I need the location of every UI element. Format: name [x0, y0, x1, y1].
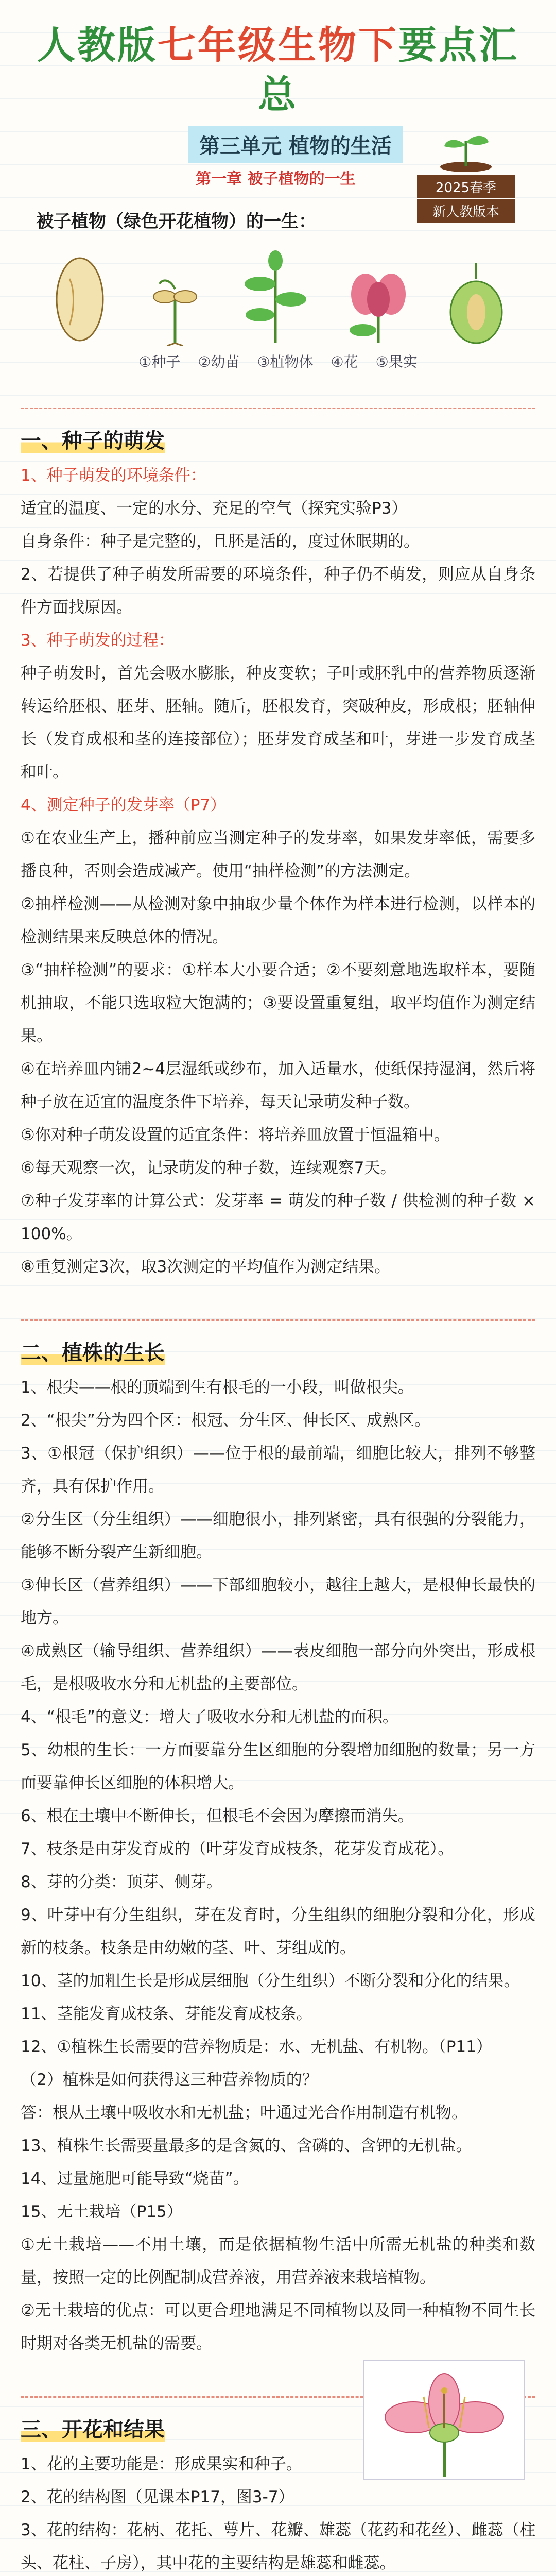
note-paragraph: ④成熟区（输导组织、营养组织）——表皮细胞一部分向外突出，形成根毛，是根吸收水分和无机盐的主要部位。 [21, 1642, 535, 1693]
note-paragraph: 1、根尖——根的顶端到生有根毛的一小段，叫做根尖。 [21, 1378, 414, 1397]
note-paragraph: 4、“根毛”的意义：增大了吸收水分和无机盐的面积。 [21, 1708, 398, 1726]
note-paragraph: 答：根从土壤中吸收水和无机盐；叶通过光合作用制造有机物。 [21, 2104, 467, 2122]
unit-row [21, 126, 535, 220]
page-title: 人教版七年级生物下要点汇总 [37, 23, 519, 117]
note-paragraph: 4、测定种子的发芽率（P7） [21, 796, 227, 815]
seed-icon [49, 248, 111, 346]
note-paragraph: 种子萌发时，首先会吸水膨胀，种皮变软；子叶或胚乳中的营养物质逐渐转运给胚根、胚芽、胚轴。随后，胚根发育，突破种皮，形成根；胚轴伸长（发育成根和茎的连接部位）；胚芽发育成茎和叶，芽进一步发育成茎和叶。 [21, 664, 535, 782]
note-paragraph: 5、幼根的生长：一方面要靠分生区细胞的分裂增加细胞的数量；另一方面要靠伸长区细胞的体积增大。 [21, 1741, 535, 1792]
section-heading: 二、植株的生长 [21, 1319, 535, 1366]
note-paragraph: 11、茎能发育成枝条、芽能发育成枝条。 [21, 2005, 312, 2023]
fruit-icon [445, 258, 507, 346]
note-paragraph: ⑦种子发芽率的计算公式：发芽率 = 萌发的种子数 / 供检测的种子数 × 100%。 [21, 1192, 535, 1243]
note-paragraph: 2、“根尖”分为四个区：根冠、分生区、伸长区、成熟区。 [21, 1411, 430, 1430]
note-paragraph: ②分生区（分生组织）——细胞很小，排列紧密，具有很强的分裂能力，能够不断分裂产生新细胞。 [21, 1510, 535, 1562]
plant-icon [239, 243, 311, 346]
section-heading: 三、开花和结果 [21, 2396, 535, 2443]
flower-icon [342, 253, 414, 346]
note-paragraph: 13、植株生长需要量最多的是含氮的、含磷的、含钾的无机盐。 [21, 2137, 472, 2155]
note-paragraph: 2、花的结构图（见课本P17，图3-7） [21, 2488, 294, 2506]
note-paragraph: 自身条件：种子是完整的，且胚是活的，度过休眠期的。 [21, 532, 420, 551]
note-paragraph: ⑧重复测定3次，取3次测定的平均值作为测定结果。 [21, 1258, 391, 1276]
stage-label: ⑤果实 [375, 353, 418, 370]
note-paragraph: 2、若提供了种子萌发所需要的环境条件，种子仍不萌发，则应从自身条件方面找原因。 [21, 565, 535, 617]
stage-label: ①种子 [138, 353, 181, 370]
note-paragraph: ④在培养皿内铺2~4层湿纸或纱布，加入适量水，使纸保持湿润，然后将种子放在适宜的温度条件下培养，每天记录萌发种子数。 [21, 1060, 535, 1111]
note-paragraph: ②无土栽培的优点：可以更合理地满足不同植物以及同一种植物不同生长时期对各类无机盐的需要。 [21, 2301, 535, 2353]
stage-label: ③植物体 [257, 353, 314, 370]
edition-badge: 2025春季 新人教版本 [417, 126, 515, 224]
unit-heading: 第三单元 植物的生活 [188, 126, 403, 163]
note-paragraph: 10、茎的加粗生长是形成层细胞（分生组织）不断分裂和分化的结果。 [21, 1972, 520, 1990]
note-paragraph: ③“抽样检测”的要求：①样本大小要合适；②不要刻意地选取样本，要随机抽取，不能只选取粒大饱满的；③要设置重复组，取平均值作为测定结果。 [21, 961, 535, 1045]
note-paragraph: ①无土栽培——不用土壤，而是依据植物生活中所需无机盐的种类和数量，按照一定的比例配制成营养液，用营养液来栽培植物。 [21, 2235, 535, 2287]
section-heading: 一、种子的萌发 [21, 408, 535, 454]
stage-labels [21, 351, 535, 371]
note-paragraph: 12、①植株生长需要的营养物质是：水、无机盐、有机物。（P11） [21, 2038, 492, 2056]
stage-label: ②幼苗 [198, 353, 240, 370]
flower-diagram-icon [363, 2360, 525, 2480]
sprout-badge-icon [435, 126, 497, 172]
notes-body [0, 408, 556, 2576]
note-paragraph: ⑥每天观察一次，记录萌发的种子数，连续观察7天。 [21, 1159, 396, 1177]
note-paragraph: 1、种子萌发的环境条件： [21, 466, 206, 485]
note-paragraph: ①在农业生产上，播种前应当测定种子的发芽率，如果发芽率低，需要多播良种，否则会造成减产。使用“抽样检测”的方法测定。 [21, 829, 535, 880]
header [0, 0, 556, 371]
note-paragraph: 14、过量施肥可能导致“烧苗”。 [21, 2170, 249, 2188]
seedling-icon [142, 248, 208, 346]
note-paragraph: 3、①根冠（保护组织）——位于根的最前端，细胞比较大，排列不够整齐，具有保护作用。 [21, 1444, 535, 1496]
note-paragraph: ②抽样检测——从检测对象中抽取少量个体作为样本进行检测，以样本的检测结果来反映总体的情况。 [21, 895, 535, 946]
note-paragraph: ③伸长区（营养组织）——下部细胞较小，越往上越大，是根伸长最快的地方。 [21, 1576, 535, 1628]
note-paragraph: 9、叶芽中有分生组织，芽在发育时，分生组织的细胞分裂和分化，形成新的枝条。枝条是由幼嫩的茎、叶、芽组成的。 [21, 1906, 535, 1957]
note-paragraph: ⑤你对种子萌发设置的适宜条件：将培养皿放置于恒温箱中。 [21, 1126, 450, 1144]
note-paragraph: 适宜的温度、一定的水分、充足的空气（探究实验P3） [21, 499, 408, 518]
note-paragraph: 1、花的主要功能是：形成果实和种子。 [21, 2455, 302, 2473]
chapter-heading: 第一章 被子植物的一生 [196, 170, 356, 188]
note-paragraph: 15、无土栽培（P15） [21, 2202, 183, 2221]
note-paragraph: （2）植株是如何获得这三种营养物质的？ [21, 2071, 318, 2089]
stage-label: ④花 [331, 353, 358, 370]
note-paragraph: 8、芽的分类：顶芽、侧芽。 [21, 1873, 222, 1891]
life-cycle-stages [21, 243, 535, 346]
note-paragraph: 3、花的结构：花柄、花托、萼片、花瓣、雄蕊（花药和花丝）、雌蕊（柱头、花柱、子房），其中花的主要结构是雄蕊和雌蕊。 [21, 2521, 535, 2572]
note-paragraph: 3、种子萌发的过程： [21, 631, 175, 650]
note-paragraph: 7、枝条是由芽发育成的（叶芽发育成枝条，花芽发育成花）。 [21, 1840, 454, 1858]
life-cycle-intro: 被子植物（绿色开花植物）的一生： [36, 211, 316, 232]
note-paragraph: 6、根在土壤中不断伸长，但根毛不会因为摩擦而消失。 [21, 1807, 414, 1825]
